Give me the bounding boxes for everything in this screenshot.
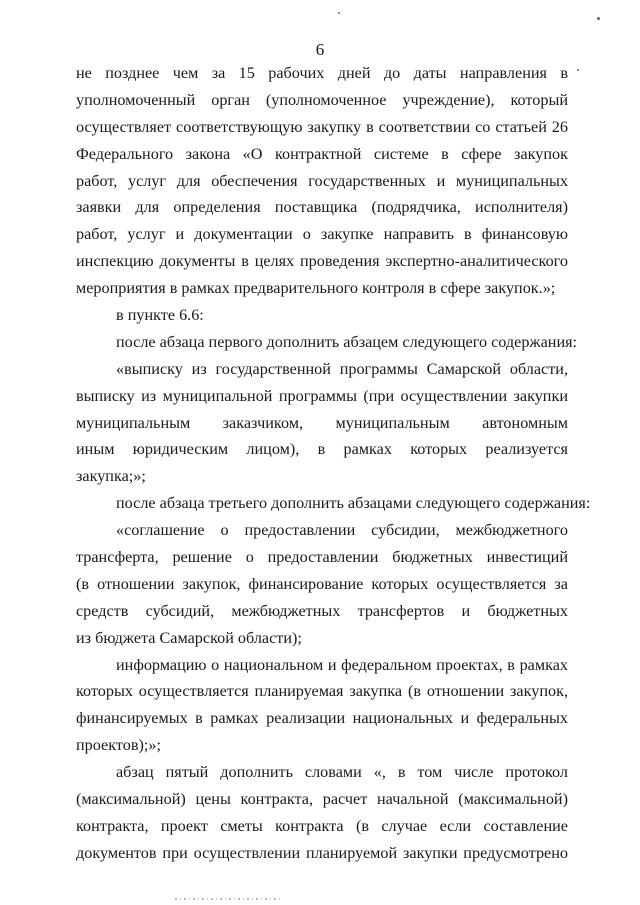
paragraph-quoted-insertion — [76, 517, 568, 651]
text-line: работ, услуг и документации о закупке направить в финансовую — [76, 225, 568, 244]
paragraph-clause-reference — [76, 302, 568, 329]
text-line: трансферта, решение о предоставлении бюджетных инвестиций — [76, 548, 568, 567]
paragraph-quoted-insertion — [76, 356, 568, 490]
text-line: заявки для определения поставщика (подрядчика, исполнителя) — [76, 198, 568, 217]
page-number: 6 — [315, 40, 325, 59]
text-line: иным юридическим лицом), в рамках которых реализуется — [76, 440, 568, 459]
text-line: не позднее чем за 15 рабочих дней до даты направления в — [76, 64, 568, 82]
document-body — [76, 60, 591, 867]
text-line: которых осуществляется планируемая закупка (в отношении закупок, — [76, 682, 568, 701]
text-line: абзац пятый дополнить словами «, в том числе протокол — [116, 763, 568, 782]
text-line: инспекцию документы в целях проведения экспертно-аналитического — [76, 252, 568, 271]
text-line: выписку из муниципальной программы (при осуществлении закупки — [76, 386, 568, 405]
text-line: информацию о национальном и федеральном проектах, в рамках — [116, 655, 568, 674]
text-line: из бюджета Самарской области); — [76, 628, 302, 647]
text-line: Федерального закона «О контрактной системе в сфере закупок — [76, 144, 568, 163]
text-line: после абзаца первого дополнить абзацем следующего содержания: — [116, 332, 578, 351]
text-line: «соглашение о предоставлении субсидии, межбюджетного — [116, 521, 568, 540]
text-line: после абзаца третьего дополнить абзацами следующего содержания: — [116, 494, 591, 513]
text-line: финансируемых в рамках реализации национальных и федеральных — [76, 709, 568, 728]
scan-artifact — [175, 898, 280, 900]
text-line: закупка;»; — [76, 467, 146, 486]
text-line: средств субсидий, межбюджетных трансфертов и бюджетных — [76, 601, 568, 620]
text-line: (в отношении закупок, финансирование которых осуществляется за — [76, 574, 568, 593]
text-line: мероприятия в рамках предварительного контроля в сфере закупок.»; — [76, 279, 556, 298]
text-line: контракта, проект сметы контракта (в случае если составление — [76, 816, 568, 835]
text-line: «выписку из государственной программы Самарской области, — [116, 359, 568, 378]
paragraph-continuation — [76, 60, 568, 302]
paragraph-instruction — [76, 329, 578, 356]
scan-speck — [597, 17, 600, 20]
paragraph-amendment — [76, 759, 568, 867]
scan-speck — [577, 69, 579, 71]
text-line: в пункте 6.6: — [116, 306, 204, 325]
scan-speck — [338, 12, 340, 14]
text-line: муниципальным заказчиком, муниципальным автономным — [76, 413, 568, 432]
paragraph-instruction — [76, 490, 591, 517]
text-line: проектов);»; — [76, 736, 161, 755]
text-line: документов при осуществлении планируемой закупки предусмотрено — [76, 843, 568, 862]
text-line: (максимальной) цены контракта, расчет начальной (максимальной) — [76, 790, 568, 809]
text-line: осуществляет соответствующую закупку в соответствии со статьей 26 — [76, 117, 568, 136]
text-line: уполномоченный орган (уполномоченное учреждение), который — [76, 90, 568, 109]
paragraph-quoted-insertion — [76, 652, 568, 760]
text-line: работ, услуг для обеспечения государственных и муниципальных — [76, 171, 568, 190]
